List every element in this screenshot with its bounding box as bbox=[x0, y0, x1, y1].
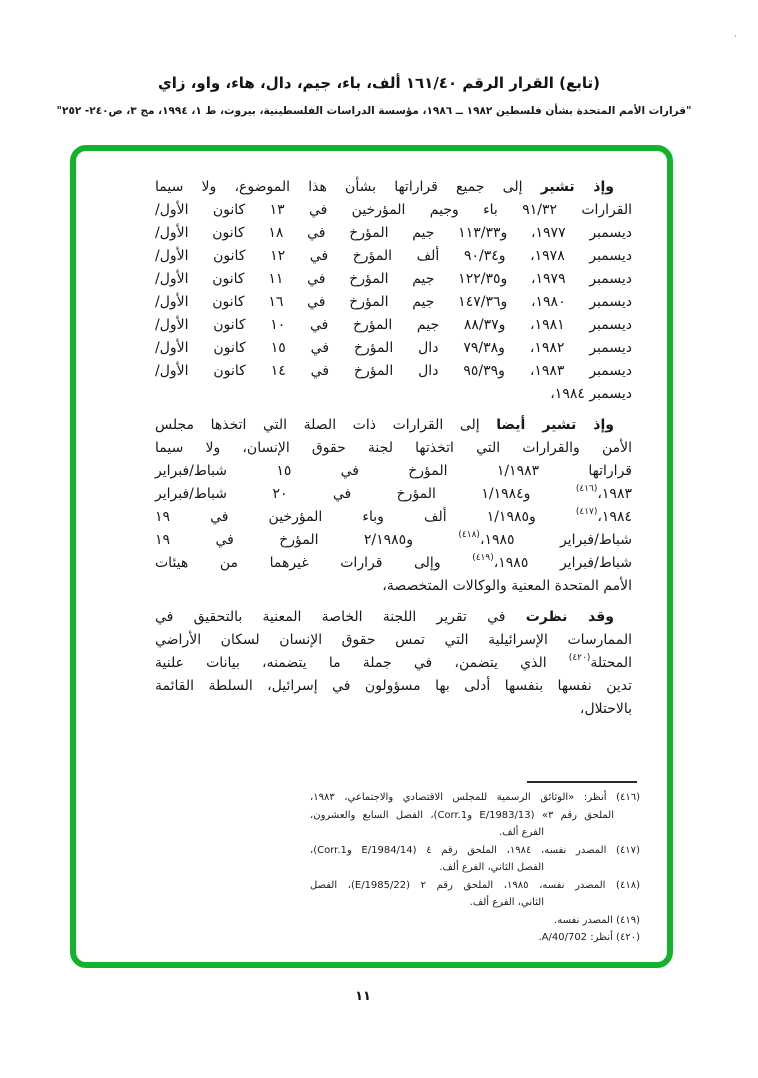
footnote-line: (٤١٨) المصدر نفسه، ١٩٨٥، الملحق رقم ٢ (E/1985/22)، الفصل bbox=[310, 879, 640, 891]
text-run: ديسمبر ١٩٨٢، و٧٩/٣٨ دال المؤرخ في ١٥ كانون الأول/ bbox=[155, 340, 632, 356]
text-line bbox=[155, 199, 632, 222]
text-line bbox=[155, 268, 632, 291]
text-line bbox=[155, 383, 632, 406]
text-run: ديسمبر ١٩٧٧، و١١٣/٣٣ جيم المؤرخ في ١٨ كانون الأول/ bbox=[155, 225, 632, 241]
footnote-ref: (٤١٩) bbox=[472, 553, 494, 564]
footnote-separator-rule bbox=[527, 781, 637, 783]
text-line bbox=[155, 575, 632, 598]
text-line bbox=[155, 652, 632, 675]
text-run: الأمم المتحدة المعنية والوكالات المتخصصة، bbox=[382, 578, 632, 594]
footnote bbox=[310, 877, 640, 912]
text-run: ديسمبر ١٩٨١، و٨٨/٣٧ جيم المؤرخ في ١٠ كانون الأول/ bbox=[155, 317, 632, 333]
footnotes-list bbox=[310, 789, 640, 947]
text-run: شباط/فبراير ١٩٨٥، bbox=[479, 532, 632, 548]
body-paragraphs bbox=[155, 176, 632, 729]
text-line bbox=[155, 360, 632, 383]
text-line bbox=[155, 629, 632, 652]
text-run: وقد نظرت bbox=[525, 609, 614, 625]
text-run: بالاحتلال، bbox=[579, 701, 632, 717]
footnote-ref: (٤٢٠) bbox=[568, 653, 591, 664]
text-line bbox=[155, 698, 632, 721]
text-run: ديسمبر ١٩٨٤، bbox=[550, 386, 632, 402]
footnote-ref: (٤١٧) bbox=[575, 507, 598, 518]
footnote-line: (٤١٦) أنظر: «الوثائق الرسمية للمجلس الاقتصادي والاجتماعي، ١٩٨٣، bbox=[310, 792, 640, 803]
text-run: ١٩٨٤، bbox=[597, 509, 632, 525]
text-run: وإذ تشير أيضا bbox=[496, 417, 614, 433]
footnote-line: الفصل الثاني، الفرع ألف. bbox=[439, 862, 544, 873]
text-run: و٢/١٩٨٥ المؤرخ في ١٩ bbox=[155, 532, 459, 548]
text-run: ديسمبر ١٩٨٠، و١٤٧/٣٦ جيم المؤرخ في ١٦ كانون الأول/ bbox=[155, 294, 632, 310]
text-line bbox=[155, 245, 632, 268]
text-run: وإلى قرارات غيرهما من هيئات bbox=[155, 555, 473, 571]
text-run: الممارسات الإسرائيلية التي تمس حقوق الإنسان لسكان الأراضي bbox=[155, 632, 632, 648]
text-line bbox=[155, 506, 632, 529]
text-line bbox=[155, 552, 632, 575]
footnote-line: الملحق رقم ٣» (E/1983/13 وCorr.1)، الفصل السابع والعشرون، bbox=[310, 809, 614, 821]
text-run: الأمن والقرارات التي اتخذتها لجنة حقوق الإنسان، ولا سيما bbox=[155, 440, 632, 456]
paragraph bbox=[155, 606, 632, 721]
footnote-line: الفرع ألف. bbox=[499, 827, 544, 838]
resolution-title: (تابع) القرار الرقم ١٦١/٤٠ ألف، باء، جيم، دال، هاء، واو، زاي bbox=[157, 74, 601, 92]
text-run: ديسمبر ١٩٧٩، و١٢٢/٣٥ جيم المؤرخ في ١١ كانون الأول/ bbox=[155, 271, 632, 287]
text-run: في تقرير اللجنة الخاصة المعنية بالتحقيق في bbox=[155, 609, 526, 625]
text-line bbox=[155, 176, 632, 199]
text-line bbox=[155, 291, 632, 314]
text-line bbox=[155, 460, 632, 483]
text-run: إلى جميع قراراتها بشأن هذا الموضوع، ولا سيما bbox=[155, 179, 541, 195]
footnote-ref: (٤١٨) bbox=[458, 530, 480, 541]
text-run: ديسمبر ١٩٨٣، و٩٥/٣٩ دال المؤرخ في ١٤ كانون الأول/ bbox=[155, 363, 632, 379]
text-run: تدين نفسها بنفسها أدلى بها مسؤولون في إسرائيل، السلطة القائمة bbox=[155, 678, 632, 694]
text-run: و١/١٩٨٤ المؤرخ في ٢٠ شباط/فبراير bbox=[155, 486, 576, 502]
footnote bbox=[310, 912, 640, 930]
text-line bbox=[155, 675, 632, 698]
footnote bbox=[310, 789, 640, 842]
text-run: المحتلة bbox=[590, 655, 632, 671]
scan-artifact-mark: ٬ bbox=[733, 33, 737, 44]
text-line bbox=[155, 222, 632, 245]
page-number: ١١ bbox=[355, 989, 371, 1004]
text-run: وإذ تشير bbox=[540, 179, 614, 195]
text-line bbox=[155, 337, 632, 360]
footnote-line: (٤٢٠) أنظر: A/40/702. bbox=[538, 932, 640, 943]
footnote bbox=[310, 929, 640, 947]
footnote-ref: (٤١٦) bbox=[575, 484, 598, 495]
text-line bbox=[155, 529, 632, 552]
text-run: الذي يتضمن، في جملة ما يتضمنه، بيانات علنية bbox=[155, 655, 569, 671]
paragraph bbox=[155, 176, 632, 406]
text-run: قراراتها ١/١٩٨٣ المؤرخ في ١٥ شباط/فبراير bbox=[155, 463, 632, 479]
paragraph bbox=[155, 414, 632, 598]
footnote-line: (٤١٧) المصدر نفسه، ١٩٨٤، الملحق رقم ٤ (E/1984/14 وCorr.1)، bbox=[310, 844, 640, 856]
footnote-line: (٤١٩) المصدر نفسه. bbox=[554, 914, 640, 926]
source-citation: "قرارات الأمم المتحدة بشأن فلسطين ١٩٨٢ ــ ١٩٨٦، مؤسسة الدراسات الفلسطينية، بيروت، ط ١، ١٩٩٤، مج ٣، ص٢٤٠- ٢٥٢" bbox=[56, 105, 692, 117]
text-run: إلى القرارات ذات الصلة التي اتخذها مجلس bbox=[155, 417, 497, 433]
text-line bbox=[155, 314, 632, 337]
text-run: شباط/فبراير ١٩٨٥، bbox=[493, 555, 632, 571]
text-line bbox=[155, 414, 632, 437]
text-run: ديسمبر ١٩٧٨، و٩٠/٣٤ ألف المؤرخ في ١٢ كانون الأول/ bbox=[155, 248, 633, 264]
text-run: القرارات ٩١/٣٢ باء وجيم المؤرخين في ١٣ كانون الأول/ bbox=[155, 202, 633, 218]
text-run: ١٩٨٣، bbox=[597, 486, 632, 502]
text-run: و١/١٩٨٥ ألف وباء المؤرخين في ١٩ bbox=[155, 509, 576, 525]
text-line bbox=[155, 437, 632, 460]
text-line bbox=[155, 606, 632, 629]
footnote bbox=[310, 842, 640, 877]
text-line bbox=[155, 483, 632, 506]
footnote-line: الثاني، الفرع ألف. bbox=[469, 897, 544, 908]
